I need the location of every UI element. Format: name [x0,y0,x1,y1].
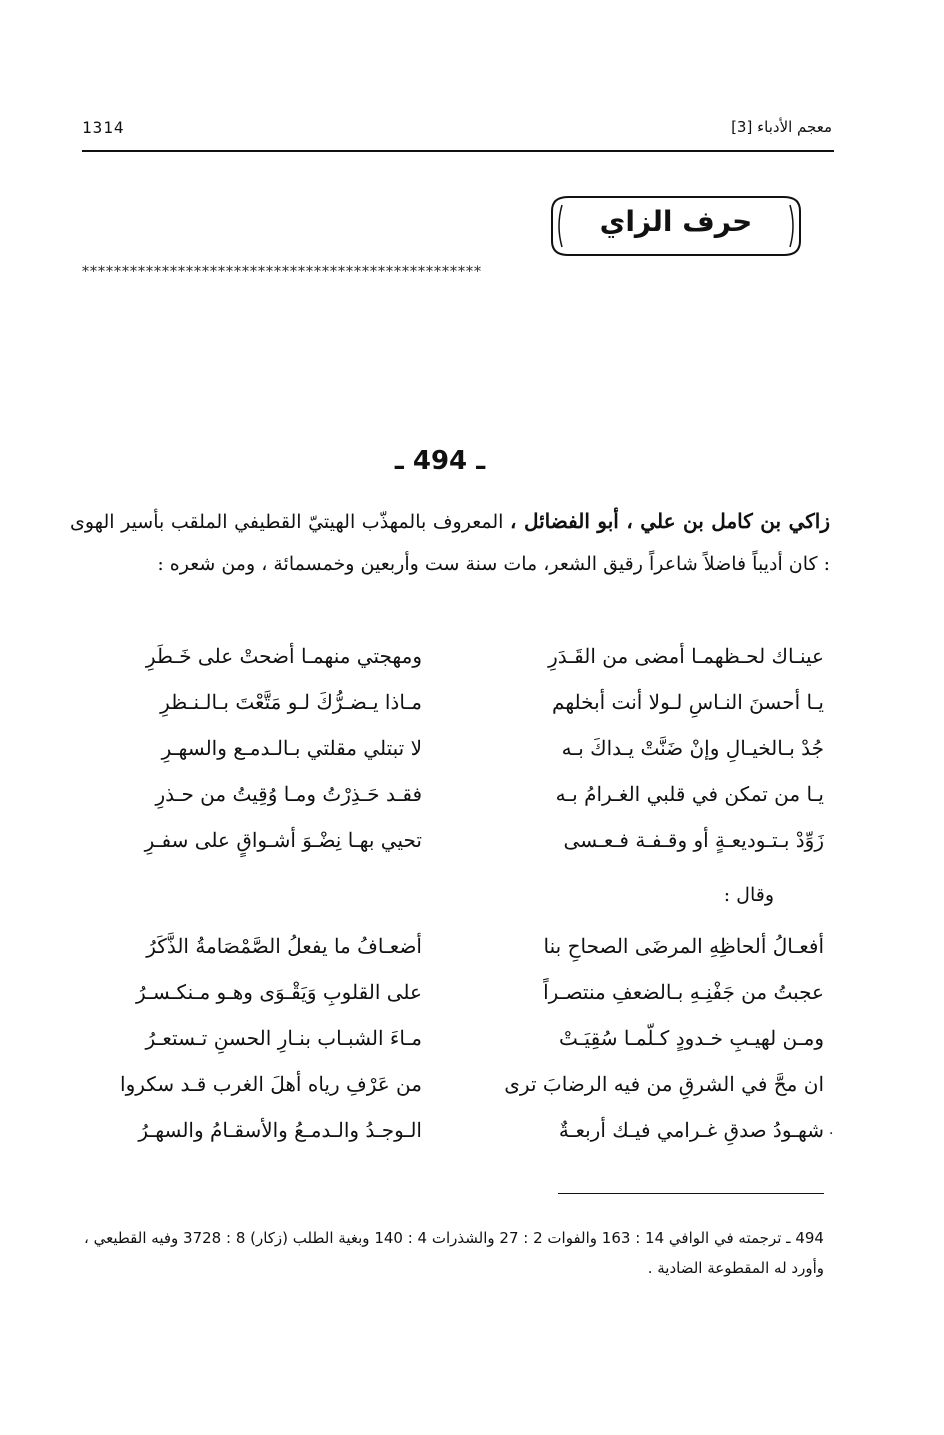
verse-hemistich-left: ومهجتي منهمـا أضحتْ على خَـطَرِ [145,644,422,668]
verse-hemistich-right: أفعـالُ ألحاظِهِ المرضَى الصحاحِ بنا [543,934,824,958]
verse-hemistich-left: مـاءَ الشبـاب بنـارِ الحسنِ تـستعـرُ [145,1026,422,1050]
page-number: 1314 [82,118,125,137]
line-marker-icon: · [829,1126,834,1142]
verse-hemistich-right: يـا من تمكن في قلبي الغـرامُ بـه [555,782,824,806]
qala-label: وقال : [723,884,774,906]
entry-number: ـ 494 ـ [394,446,486,476]
section-title: حرف الزاي [599,205,753,238]
verse-hemistich-right: عجبتُ من جَفْنِـهِ بـالضعفِ منتصـراً [543,980,824,1004]
header-rule [82,150,834,152]
biography-paragraph [70,500,830,585]
verse-hemistich-left: من عَرْفِ رياه أهلَ الغرب قـد سكروا [120,1072,422,1096]
subject-name: زاكي بن كامل بن علي ، أبو الفضائل ، [510,509,830,533]
verse-hemistich-right: ان محَّ في الشرقِ من فيه الرضابَ ترى [504,1072,824,1096]
verse-hemistich-left: تحيي بهـا نِضْـوَ أشـواقٍ على سفـرِ [144,828,422,852]
verse-hemistich-left: على القلوبِ وَيَقْـوَى وهـو مـنكـسـرُ [135,980,422,1004]
verse-hemistich-right: عينـاك لحـظهمـا أمضى من القَـدَرِ [548,644,824,668]
footnote: 494 ـ ترجمته في الوافي 14 : 163 والفوات 2 : 27 والشذرات 4 : 140 وبغية الطلب (زكار) 8 : 3728 وفيه القطيعي ، وأورد له المقطوعة الضادية . [84,1229,824,1277]
verse-hemistich-left: فقـد حَـذِرْتُ ومـا وُقِيتُ من حـذرِ [155,782,422,806]
verse-hemistich-right: يـا أحسنَ النـاسِ لـولا أنت أبخلهم [552,690,824,714]
verse-hemistich-left: أضعـافُ ما يفعلُ الصَّمْصَامةُ الذَّكَرُ [146,934,422,958]
running-header-title: معجم الأدباء [3] [731,118,832,136]
biography-text: المعروف بالمهذّب الهيتيّ القطيفي الملقب بأسير الهوى : كان أديباً فاضلاً شاعراً رقيق الشعر، مات سنة ست وأربعين وخمسمائة ، ومن شعره : [70,511,830,575]
verse-hemistich-left: الـوجـدُ والـدمـعُ والأسقـامُ والسهـرُ [138,1118,422,1142]
verse-hemistich-right: جُدْ بـالخيـالِ وإنْ ضَنَّتْ يـداكَ بـه [561,736,824,760]
section-heading-frame [548,193,804,259]
verse-hemistich-right: ومـن لهيـبِ خـدودٍ كـلّمـا سُقِيَـتْ [559,1026,824,1050]
verse-hemistich-left: لا تبتلي مقلتي بـالـدمـع والسهـرِ [161,736,422,760]
verse-hemistich-right: زَوِّدْ بـتـوديعـةٍ أو وقـفـة فـعـسى [563,828,824,852]
verse-hemistich-right: شهـودُ صدقِ غـرامي فيـك أربعـةٌ [558,1118,824,1142]
footnote-rule [558,1193,824,1194]
verse-hemistich-left: مـاذا يـضـرُّكَ لـو مَتَّعْتَ بـالـنـظرِ [160,690,422,714]
stars-divider: ************************************************** [82,264,482,280]
